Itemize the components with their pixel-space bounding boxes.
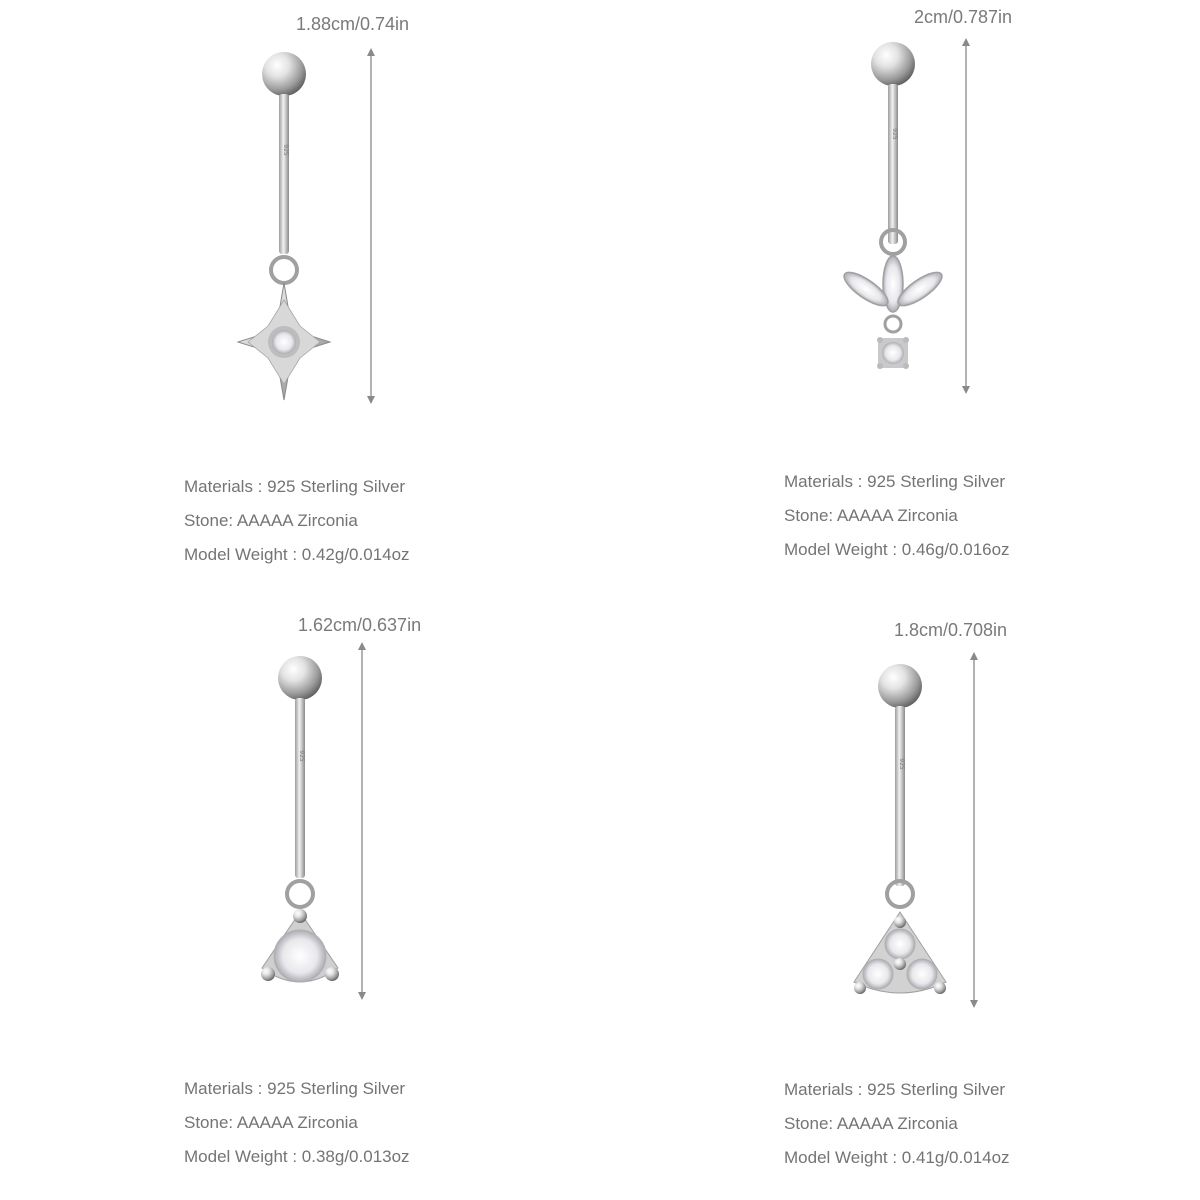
svg-text:925: 925 bbox=[282, 144, 289, 156]
spec-list bbox=[184, 1072, 410, 1174]
spec-list bbox=[784, 465, 1010, 567]
product-panel-3 bbox=[0, 600, 600, 1200]
materials-text: Materials : 925 Sterling Silver bbox=[784, 1080, 1006, 1099]
dimension-label: 1.8cm/0.708in bbox=[894, 620, 1008, 640]
product-panel-4 bbox=[600, 600, 1200, 1200]
weight-text: Model Weight : 0.41g/0.014oz bbox=[784, 1148, 1010, 1167]
materials-text: Materials : 925 Sterling Silver bbox=[184, 477, 406, 496]
weight-text: Model Weight : 0.38g/0.013oz bbox=[184, 1147, 410, 1166]
stone-text: Stone: AAAAA Zirconia bbox=[784, 506, 958, 525]
dimension-label: 1.88cm/0.74in bbox=[296, 14, 410, 34]
dimension-label: 1.62cm/0.637in bbox=[298, 615, 422, 635]
stone-text: Stone: AAAAA Zirconia bbox=[784, 1114, 958, 1133]
weight-text: Model Weight : 0.46g/0.016oz bbox=[784, 540, 1010, 559]
spec-list bbox=[184, 470, 410, 572]
star-charm-earring-image bbox=[220, 40, 360, 440]
round-solitaire-charm-earring-image bbox=[232, 644, 372, 1044]
trio-cluster-charm-earring-image bbox=[830, 652, 970, 1052]
product-panel-2 bbox=[600, 0, 1200, 600]
materials-text: Materials : 925 Sterling Silver bbox=[784, 472, 1006, 491]
stone-text: Stone: AAAAA Zirconia bbox=[184, 511, 358, 530]
dimension-arrow bbox=[361, 46, 381, 406]
svg-text:925: 925 bbox=[898, 758, 905, 770]
dimension-label: 2cm/0.787in bbox=[914, 7, 1013, 27]
spec-list bbox=[784, 1073, 1010, 1175]
product-panel-1 bbox=[0, 0, 600, 600]
materials-text: Materials : 925 Sterling Silver bbox=[184, 1079, 406, 1098]
svg-text:925: 925 bbox=[891, 128, 898, 140]
weight-text: Model Weight : 0.42g/0.014oz bbox=[184, 545, 410, 564]
svg-text:925: 925 bbox=[298, 750, 305, 762]
leaf-crown-charm-earring-image bbox=[826, 34, 966, 434]
stone-text: Stone: AAAAA Zirconia bbox=[184, 1113, 358, 1132]
